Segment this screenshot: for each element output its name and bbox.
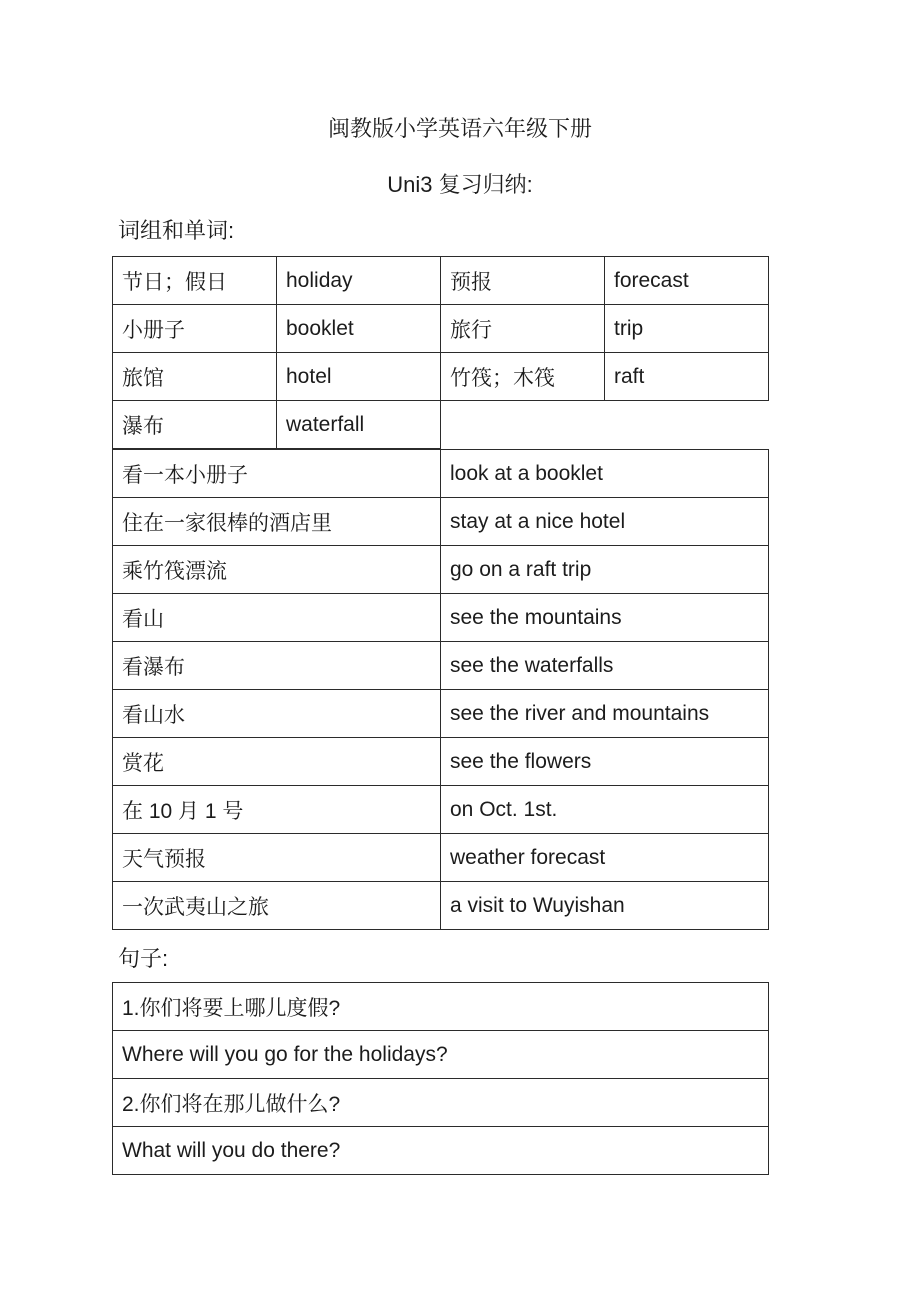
- phrase-cell-cn: 看山水: [113, 690, 441, 738]
- table-row: [113, 305, 769, 353]
- table-row: [113, 834, 769, 882]
- sentence-cell-cn: 1.你们将要上哪儿度假?: [113, 983, 769, 1031]
- phrase-cell-cn: 乘竹筏漂流: [113, 546, 441, 594]
- table-row: [113, 1127, 769, 1175]
- vocab-empty-cell: [441, 401, 769, 449]
- table-row: [113, 546, 769, 594]
- phrase-cell-en: see the waterfalls: [441, 642, 769, 690]
- phrase-cell-en: see the mountains: [441, 594, 769, 642]
- vocab-cell-en: booklet: [277, 305, 441, 353]
- sentence-cell-en: Where will you go for the holidays?: [113, 1031, 769, 1079]
- table-row: [113, 983, 769, 1031]
- vocab-cell-cn: 预报: [441, 257, 605, 305]
- phrase-cell-cn: 看瀑布: [113, 642, 441, 690]
- phrase-table: [112, 449, 769, 930]
- phrase-cell-en: weather forecast: [441, 834, 769, 882]
- phrase-cell-en: on Oct. 1st.: [441, 786, 769, 834]
- phrase-cell-en: stay at a nice hotel: [441, 498, 769, 546]
- vocab-cell-en: hotel: [277, 353, 441, 401]
- table-row: [113, 401, 769, 449]
- table-row: [113, 738, 769, 786]
- phrase-cell-cn: 天气预报: [113, 834, 441, 882]
- table-row: [113, 690, 769, 738]
- table-row: [113, 498, 769, 546]
- vocab-section-label: 词组和单词:: [118, 218, 235, 243]
- table-row: [113, 353, 769, 401]
- vocab-cell-en: forecast: [605, 257, 769, 305]
- vocab-cell-cn: 竹筏；木筏: [441, 353, 605, 401]
- table-row: [113, 1079, 769, 1127]
- sentence-table: [112, 982, 769, 1175]
- phrase-cell-en: go on a raft trip: [441, 546, 769, 594]
- vocab-cell-cn: 瀑布: [113, 401, 277, 449]
- table-row: [113, 450, 769, 498]
- phrase-cell-cn: 一次武夷山之旅: [113, 882, 441, 930]
- table-row: [113, 257, 769, 305]
- table-row: [113, 594, 769, 642]
- vocab-cell-cn: 小册子: [113, 305, 277, 353]
- vocab-cell-en: raft: [605, 353, 769, 401]
- vocab-cell-cn: 旅行: [441, 305, 605, 353]
- vocab-cell-en: trip: [605, 305, 769, 353]
- phrase-cell-en: see the river and mountains: [441, 690, 769, 738]
- vocab-cell-en: waterfall: [277, 401, 441, 449]
- sentence-cell-cn: 2.你们将在那儿做什么?: [113, 1079, 769, 1127]
- phrase-cell-cn: 看一本小册子: [113, 450, 441, 498]
- table-row: [113, 642, 769, 690]
- vocab-table: [112, 256, 769, 449]
- table-row: [113, 882, 769, 930]
- phrase-cell-cn: 在 10 月 1 号: [113, 786, 441, 834]
- phrase-cell-cn: 赏花: [113, 738, 441, 786]
- phrase-cell-cn: 住在一家很棒的酒店里: [113, 498, 441, 546]
- phrase-cell-en: look at a booklet: [441, 450, 769, 498]
- document-subtitle: Uni3 复习归纳:: [387, 172, 533, 197]
- sentences-section-label: 句子:: [118, 946, 169, 971]
- document-title: 闽教版小学英语六年级下册: [327, 116, 592, 141]
- phrase-cell-en: see the flowers: [441, 738, 769, 786]
- table-row: [113, 786, 769, 834]
- sentence-cell-en: What will you do there?: [113, 1127, 769, 1175]
- vocab-cell-cn: 旅馆: [113, 353, 277, 401]
- vocab-cell-cn: 节日；假日: [113, 257, 277, 305]
- table-row: [113, 1031, 769, 1079]
- phrase-cell-cn: 看山: [113, 594, 441, 642]
- phrase-cell-en: a visit to Wuyishan: [441, 882, 769, 930]
- vocab-cell-en: holiday: [277, 257, 441, 305]
